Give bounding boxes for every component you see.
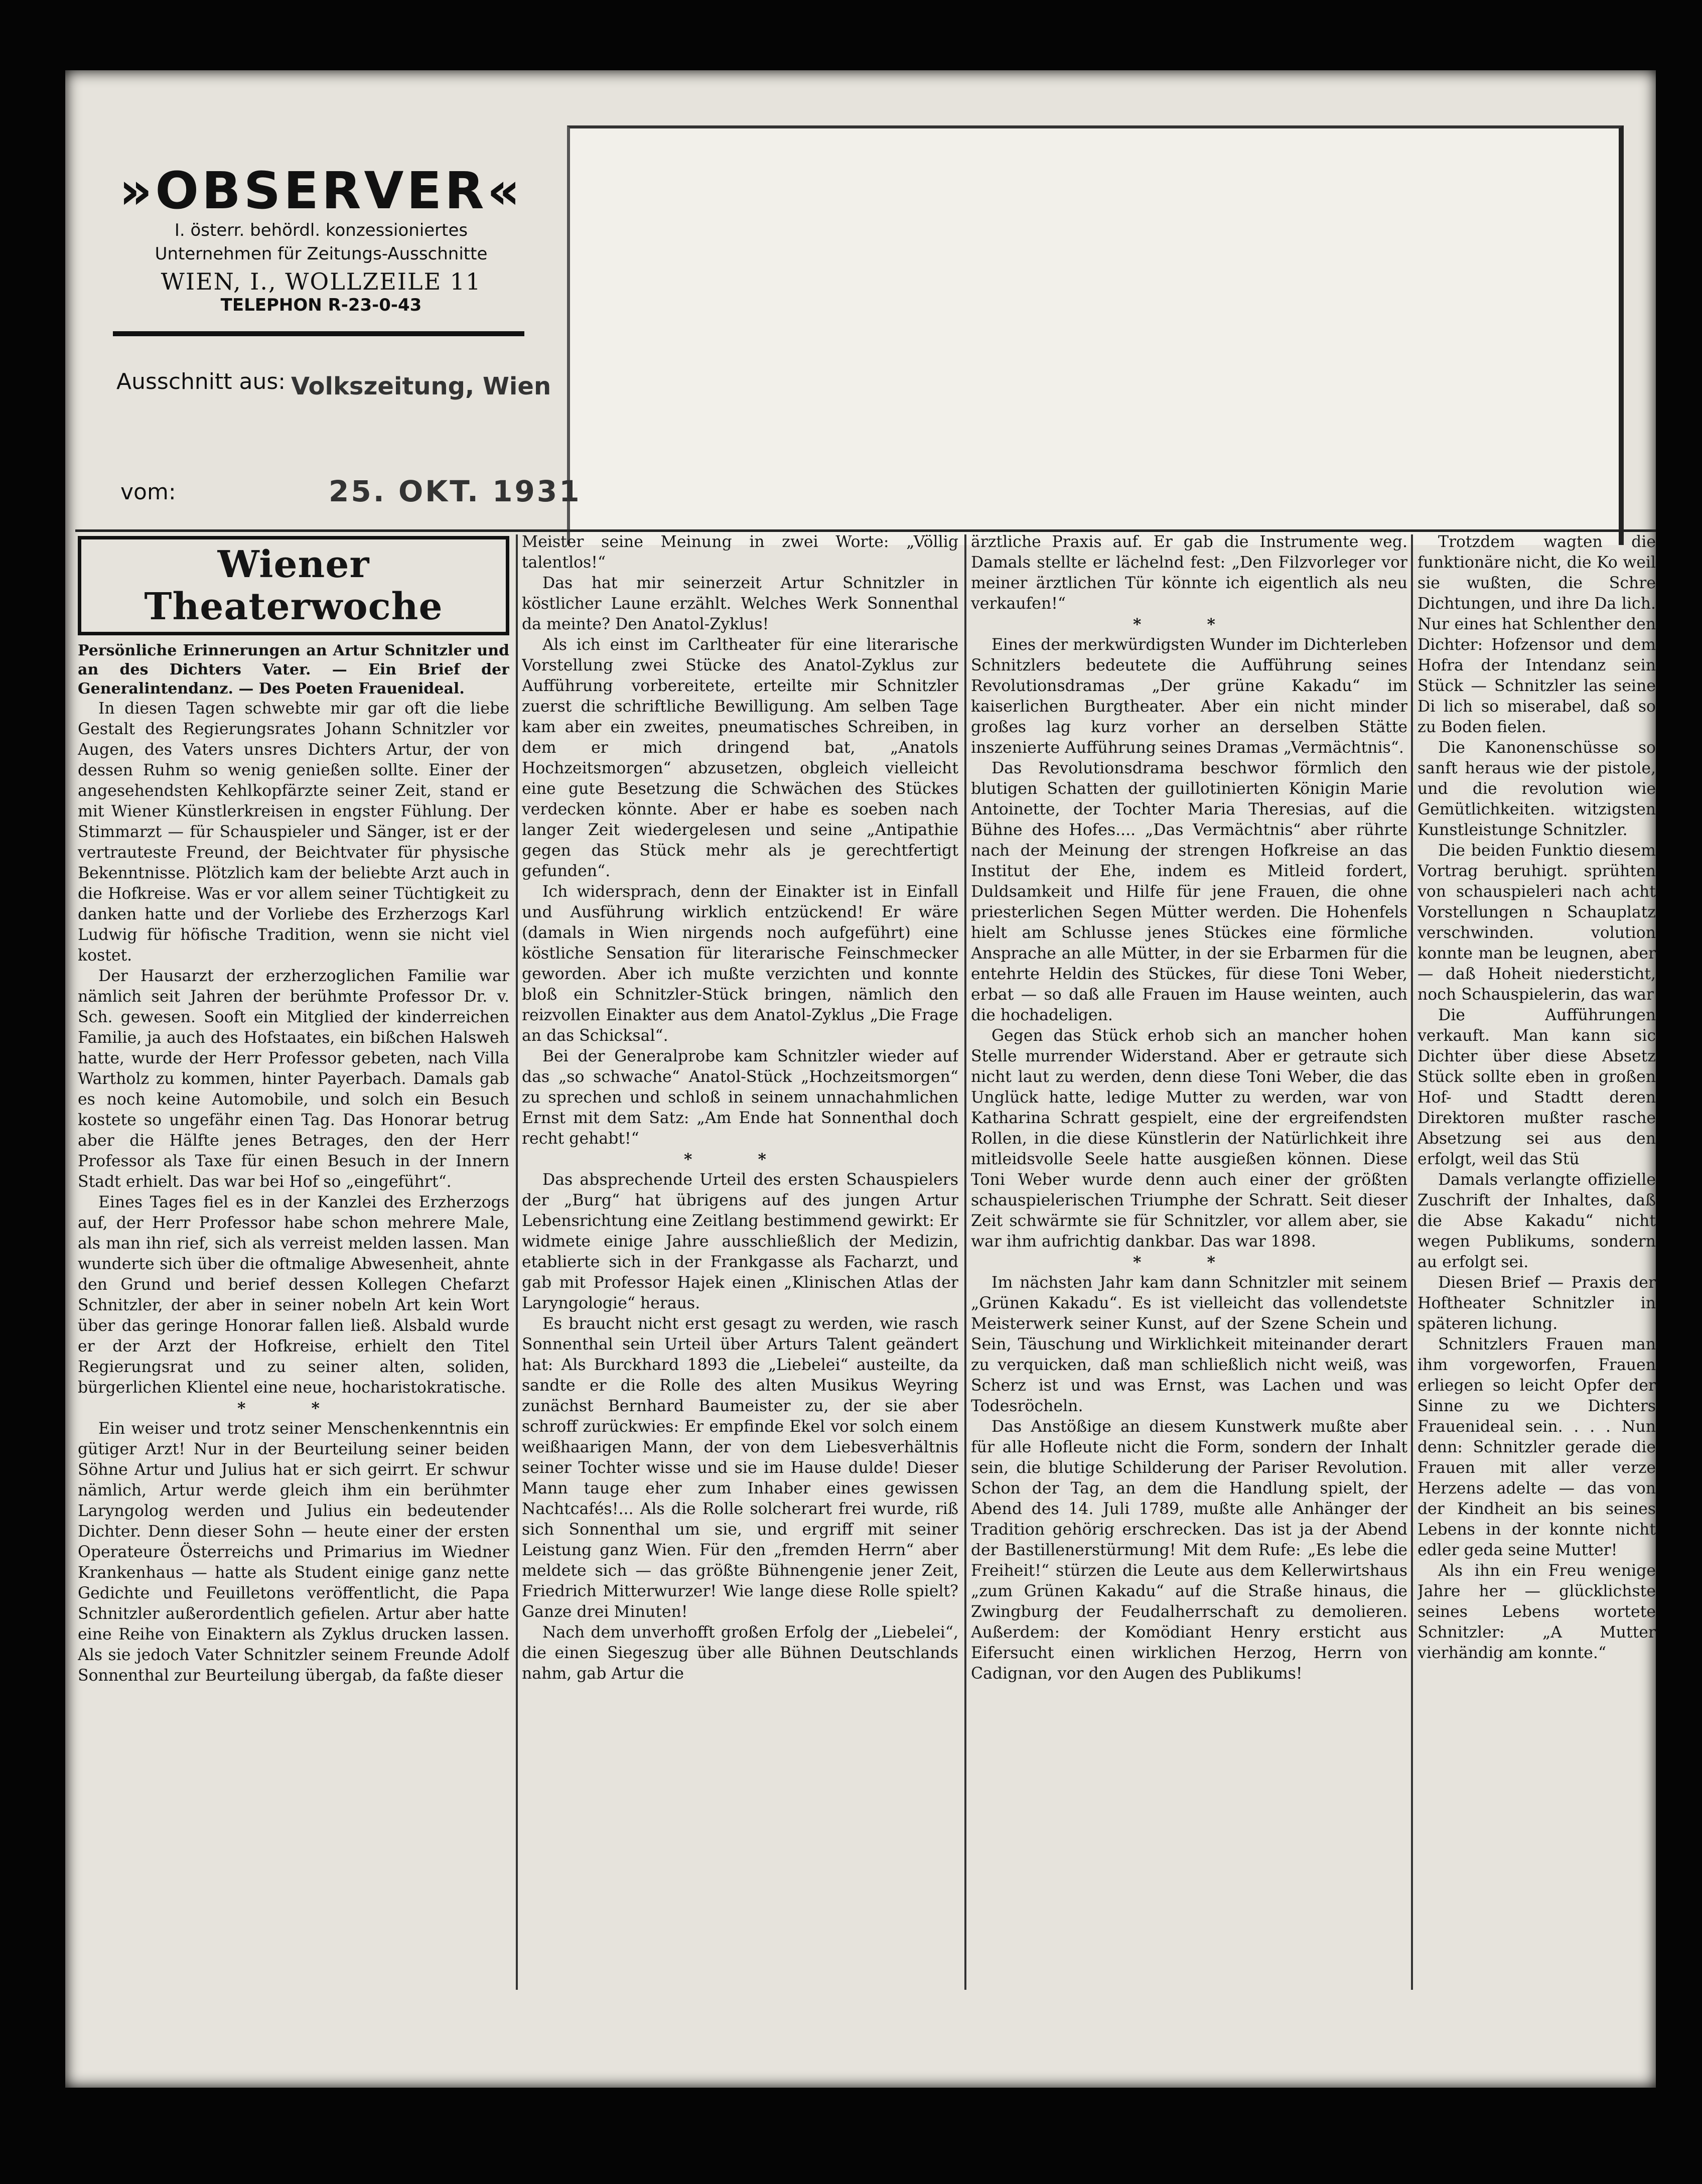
paragraph: Damals verlangte offizielle Zuschrift der Inhaltes, daß die Abse Kakadu“ nicht wegen Publikums, sondern au erfolgt sei. [1417,1171,1656,1271]
column-rule-3 [1411,534,1413,1990]
paragraph: Die Kanonenschüsse so sanft heraus wie der pistole, und die revolution wie Gemütlichkeiten. witzigsten Kunstleistunge Schnitzler. [1417,739,1656,839]
paragraph: ärztliche Praxis auf. Er gab die Instrumente weg. Damals stellte er lächelnd fest: „Den Filzvorleger vor meiner ärztlichen Tür könnte ich eigentlich als neu verkaufen!“ [971,533,1407,613]
article-column-4 [1417,532,1656,1997]
paragraph: Als ihn ein Freu wenige Jahre her — glücklichste seines Lebens wortete Schnitzler: „A Mutter vierhändig am konnte.“ [1417,1562,1656,1662]
date-label: vom: [120,479,176,505]
paragraph: Das absprechende Urteil des ersten Schauspielers der „Burg“ hat übrigens auf des jungen Artur Lebensrichtung eine Zeitlang bestimmend gewirkt: Er widmete einige Jahre ausschließlich der Medizin, etablierte sich in der Frankgasse als Facharzt, und gab mit Professor Hajek einen „Klinischen Atlas der Laryngologie“ heraus. [522,1171,958,1312]
date-stamp: 25. OKT. 1931 [329,474,582,508]
column-rule-1 [516,534,518,1990]
agency-description-2: Unternehmen für Zeitungs-Ausschnitte [155,244,488,264]
article-column-2 [522,532,958,1997]
paragraph: Das Anstößige an diesem Kunstwerk mußte aber für alle Hofleute nicht die Form, sondern der Inhalt sein, die blutige Schilderung der Pariser Revolution. Schon der Tag, an dem die Handlung spielt, der Abend des 14. Juli 1789, mußte alle Anhänger der Tradition gehörig erschrecken. Das ist ja der Abend der Bastillenerstürmung! Mit dem Rufe: „Es lebe die Freiheit!“ stürzen die Leute aus dem Kellerwirtshaus „zum Grünen Kakadu“ auf die Straße hinaus, die Zwingburg der Feudalherrschaft zu demolieren. Außerdem: der Komödiant Henry ersticht aus Eifersucht einen wirklichen Herzog, Herrn von Cadignan, vor den Augen des Publikums! [971,1418,1407,1683]
paragraph: Trotzdem wagten die funktionäre nicht, die Ko weil sie wußten, die Schre Dichtungen, und ihre Da lich. Nur eines hat Schlenther den Dichter: Hofzensor und dem Hofra der Intendanz sein Stück — Schnitzler las seine Di lich so miserabel, daß so zu Boden fielen. [1417,533,1656,736]
paragraph: Das hat mir seinerzeit Artur Schnitzler in köstlicher Laune erzählt. Welches Werk Sonnenthal da meinte? Den Anatol-Zyklus! [522,574,958,633]
paragraph: Gegen das Stück erhob sich an mancher hohen Stelle murrender Widerstand. Aber er getraute sich nicht laut zu werden, denn diese Toni Weber, die das Unglück hatte, ledige Mutter zu werden, war von Katharina Schratt gespielt, eine der ergreifendsten Rollen, in die diese Künstlerin der Natürlichkeit ihre mitleidsvolle Seele hatte ausgießen können. Diese Toni Weber wurde denn auch einer der größten schauspielerischen Triumphe der Schratt. Seit dieser Zeit schwärmte sie für Schnitzler, vor allem aber, sie war ihm aufrichtig dankbar. Das war 1898. [971,1027,1407,1251]
paragraph: Die beiden Funktio diesem Vortrag beruhigt. sprühten von schauspieleri nach acht Vorstellungen n Schauplatz verschwinden. volution konnte man be leugnen, aber — daß Hoheit niedersticht, noch Schauspielerin, das war [1417,842,1656,1004]
paragraph: Der Hausarzt der erzherzoglichen Familie war nämlich seit Jahren der berühmte Professor Dr. v. Sch. gewesen. Sooft ein Mitglied der kinderreichen Familie, ja auch des Hofstaates, ein bißchen Halsweh hatte, wurde der Herr Professor gebeten, nach Villa Wartholz zu kommen, hinter Payerbach. Damals gab es noch keine Automobile, und solch ein Besuch kostete so ungefähr einen Tag. Das Honorar betrug aber die Hälfte jenes Betrages, den der Herr Professor als Taxe für einen Besuch in der Innern Stadt erhielt. Das war bei Hof so „eingeführt“. [78,967,509,1191]
agency-telephone: TELEPHON R-23-0-43 [220,295,422,316]
paragraph: Die Aufführungen verkauft. Man kann sic Dichter über diese Absetz Stück sollte eben in großen Hof- und Stadtt deren Direktoren mußter rasche Absetzung sei aus den erfolgt, weil das Stü [1417,1006,1656,1168]
column-rule-2 [964,534,966,1990]
paragraph: Nach dem unverhofft großen Erfolg der „Liebelei“, die einen Siegeszug über alle Bühnen Deutschlands nahm, gab Artur die [522,1623,958,1683]
article-title: Wiener Theaterwoche [78,536,509,635]
observer-logo: »OBSERVER« [119,161,523,221]
paragraph: Eines der merkwürdigsten Wunder im Dichterleben Schnitzlers bedeutete die Aufführung seines Revolutionsdramas „Der grüne Kakadu“ im kaiserlichen Burgtheater. Aber ein nicht minder großes lag kurz vorher an derselben Stätte inszenierte Aufführung seines Dramas „Vermächtnis“. [971,636,1407,757]
paragraph: Meister seine Meinung in zwei Worte: „Völlig talentlos!“ [522,533,958,572]
paragraph: Bei der Generalprobe kam Schnitzler wieder auf das „so schwache“ Anatol-Stück „Hochzeitsmorgen“ zu sprechen und schloß in seinem unnachahmlichen Ernst mit dem Satz: „Am Ende hat Sonnenthal doch recht gehabt!“ [522,1047,958,1148]
paragraph: Ein weiser und trotz seiner Menschenkenntnis ein gütiger Arzt! Nur in der Beurteilung seiner beiden Söhne Artur und Julius hat er sich geirrt. Er schwur nämlich, Artur werde gleich ihm ein berühmter Laryngolog werden und Julius ein bedeutender Dichter. Denn dieser Sohn — heute einer der ersten Operateure Österreichs und Primarius im Wiedner Krankenhaus — hatte als Student einige ganz nette Gedichte und Feuilletons veröffentlicht, die Papa Schnitzler außerordentlich gefielen. Artur aber hatte eine Reihe von Einaktern als Zyklus drucken lassen. Als sie jedoch Vater Schnitzler seinem Freunde Adolf Sonnenthal zur Beurteilung übergab, da faßte dieser [78,1420,509,1685]
paragraph: Das Revolutionsdrama beschwor förmlich den blutigen Schatten der guillotinierten Königin Marie Antoinette, der Tochter Maria Theresias, auf die Bühne des Hofes.... „Das Vermächtnis“ aber rührte nach der Meinung der strengen Hofkreise an das Institut der Ehe, indem es Mitleid fordert, Duldsamkeit und Hilfe für jene Frauen, die ohne priesterlichen Segen Mütter werden. Die Hohenfels hielt am Schlusse jenes Stückes eine förmliche Ansprache an alle Mütter, in der sie Erbarmen für die entehrte Heldin des Stückes, für diese Toni Weber, erbat — so daß alle Frauen im Hause weinten, auch die hochadeligen. [971,759,1407,1024]
header-rule [113,331,524,336]
article-column-3 [971,532,1407,1997]
paragraph: Ich widersprach, denn der Einakter ist in Einfall und Ausführung wirklich entzückend! Er wäre (damals in Wien nirgends noch aufgeführt) eine köstliche Sensation für literarische Feinschmecker geworden. Aber ich mußte verzichten und konnte bloß ein Schnitzler-Stück bringen, nämlich den reizvollen Einakter aus dem Anatol-Zyklus „Die Frage an das Schicksal“. [522,883,958,1045]
paragraph: Diesen Brief — Praxis der Hoftheater Schnitzler in späteren lichung. [1417,1274,1656,1333]
paragraph: Es braucht nicht erst gesagt zu werden, wie rasch Sonnenthal sein Urteil über Arturs Talent geändert hat: Als Burckhard 1893 die „Liebelei“ austeilte, da sandte er die Rolle des alten Musikus Weyring zunächst Bernhard Baumeister zu, der sie aber schroff zurückwies: Er empfinde Ekel vor solch einem weißhaarigen Mann, der von dem Liebesverhältnis seiner Tochter wisse und sie im Hause dulde! Dieser Mann tauge eher zum Inhaber eines gewissen Nachtcafés!... Als die Rolle solcherart frei wurde, riß sich Sonnenthal um sie, und ergriff mit seiner Leistung ganz Wien. Für den „fremden Herrn“ aber meldete sich — das größte Bühnengenie jener Zeit, Friedrich Mitterwurzer! Wie lange diese Rolle spielt? Ganze drei Minuten! [522,1315,958,1621]
source-stamp: Volkszeitung, Wien [291,372,551,400]
article-column-1 [78,532,509,1997]
section-separator: * * [237,1399,350,1418]
section-separator: * * [1133,1253,1245,1272]
agency-address: WIEN, I., WOLLZEILE 11 [161,268,482,296]
section-separator: * * [1133,615,1245,634]
paragraph: Eines Tages fiel es in der Kanzlei des Erzherzogs auf, der Herr Professor habe schon mehrere Male, als man ihn rief, sich als verreist melden lassen. Man wunderte sich über die oftmalige Abwesenheit, ahnte den Grund und berief dessen Kollegen Chefarzt Schnitzler, der aber in seiner nobeln Art kein Wort über das geringe Honorar fallen ließ. Alsbald wurde er der Arzt der Hofkreise, erhielt den Titel Regierungsrat und zu seiner alten, soliden, bürgerlichen Klientel eine neue, hocharistokratische. [78,1193,509,1397]
blank-clipping-area [567,125,1624,545]
paragraph: In diesen Tagen schwebte mir gar oft die liebe Gestalt des Regierungsrates Johann Schnitzler vor Augen, des Vaters unsres Dichters Artur, der von dessen Ruhm so wenig genießen sollte. Einer der angesehendsten Kehlkopfärzte seiner Zeit, stand er mit Wiener Künstlerkreisen in engster Fühlung. Der Stimmarzt — für Schauspieler und Sänger, ist er der vertrauteste Freund, der Beichtvater für physische Bekenntnisse. Plötzlich kam der beliebte Arzt auch in die Hofkreise. Was er vor allem seiner Tüchtigkeit zu danken hatte und der Vorliebe des Erzherzogs Karl Ludwig für höfische Tradition, wenn sie nicht viel kostet. [78,700,509,965]
paragraph: Schnitzlers Frauen man ihm vorgeworfen, Frauen erliegen so leicht Opfer der Sinne zu we Dichters Frauenideal sein. . . . Nun denn: Schnitzler gerade die Frauen mit aller verze Herzens adelte — das von der Kindheit an bis seines Lebens in der konnte nicht edler geda seine Mutter! [1417,1335,1656,1559]
agency-header [113,161,529,316]
source-label: Ausschnitt aus: [116,369,286,394]
section-separator: * * [684,1150,796,1169]
article-subhead: Persönliche Erinnerungen an Artur Schnitzler und an des Dichters Vater. — Ein Brief der Generalintendanz. — Des Poeten Frauenideal. [78,642,509,698]
paragraph: Als ich einst im Carltheater für eine literarische Vorstellung zwei Stücke des Anatol-Zyklus zur Aufführung vorbereitete, erteilte mir Schnitzler zuerst die schriftliche Bewilligung. Am selben Tage kam aber ein zweites, pneumatisches Schreiben, in dem er mich dringend bat, „Anatols Hochzeitsmorgen“ abzusetzen, obgleich vielleicht eine gute Besetzung die Schwächen des Stückes verdecken könnte. Aber er habe es soeben nach langer Zeit wiedergelesen und seine „Antipathie gegen das Stück mehr als je gerechtfertigt gefunden“. [522,636,958,880]
paragraph: Im nächsten Jahr kam dann Schnitzler mit seinem „Grünen Kakadu“. Es ist vielleicht das vollendetste Meisterwerk seiner Kunst, auf der Szene Schein und Sein, Täuschung und Wirklichkeit miteinander derart zu verquicken, daß man schließlich nicht weiß, was Scherz ist und was Ernst, was Lachen und was Todesröcheln. [971,1274,1407,1415]
agency-description-1: I. österr. behördl. konzessioniertes [174,220,468,240]
